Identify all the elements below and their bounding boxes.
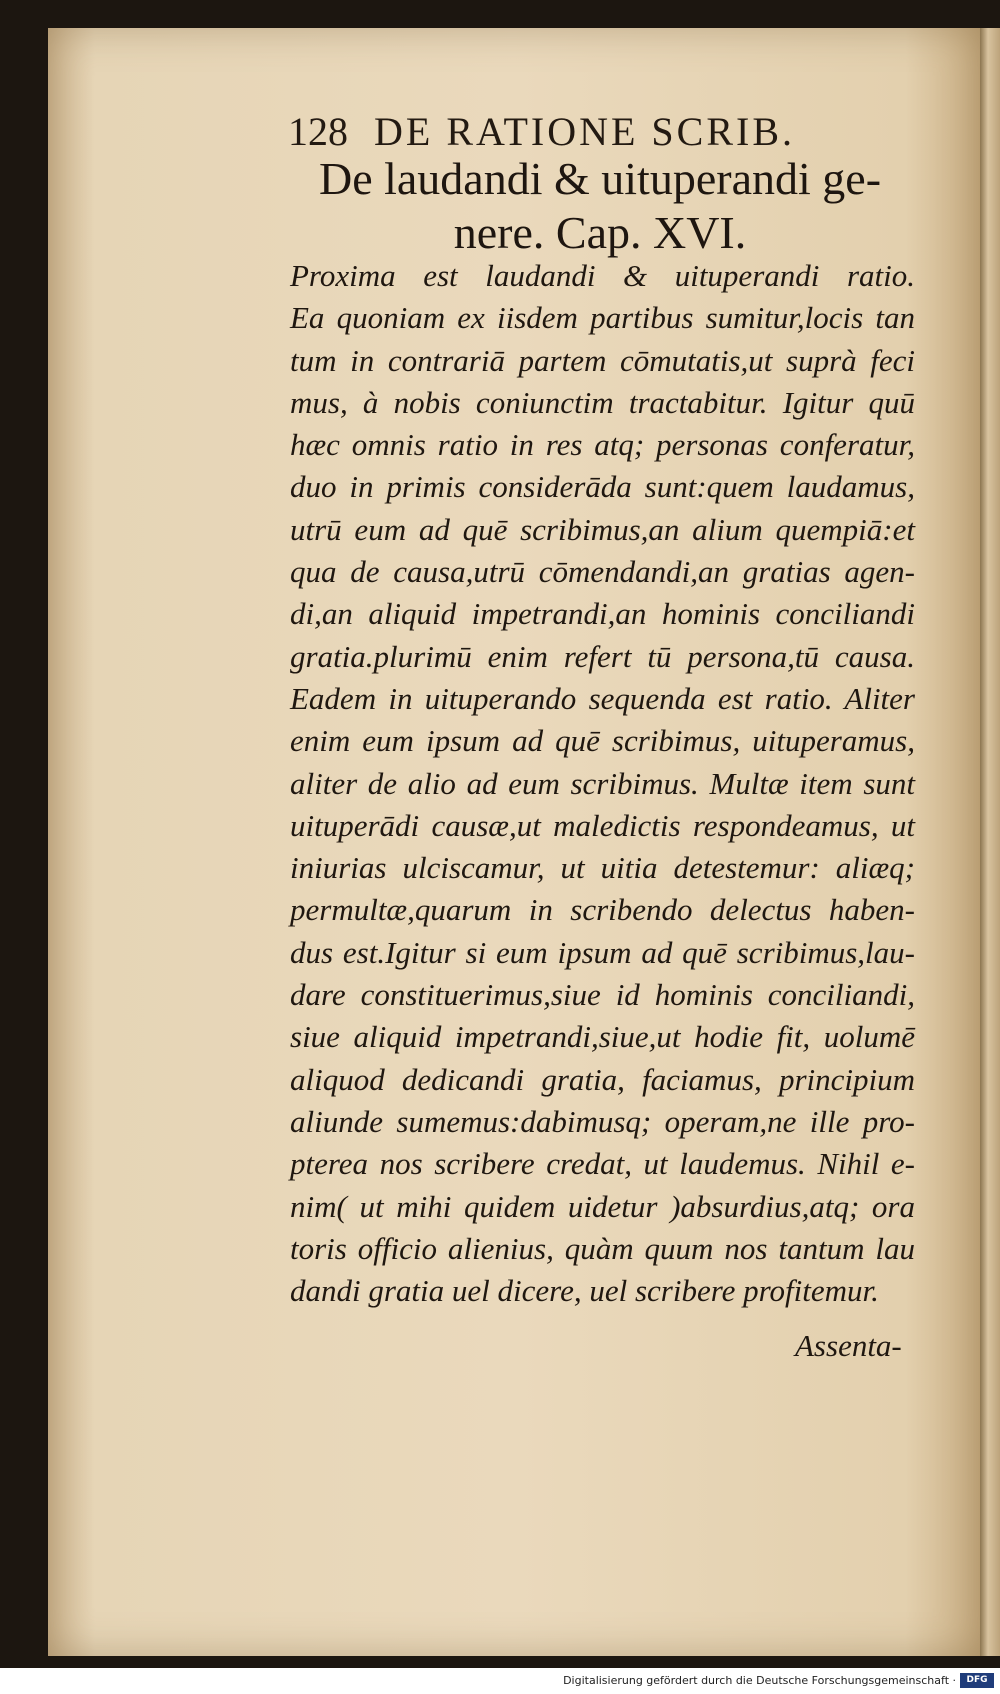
text-line: aliquod dedicandi gratia, faciamus, principium: [290, 1061, 915, 1097]
text-line: enim eum ipsum ad quē scribimus, uituperamus,: [290, 723, 915, 759]
text-line: hæc omnis ratio in res atq; personas conferatur,: [290, 427, 915, 463]
running-head: [288, 108, 848, 155]
text-line: pterea nos scribere credat, ut laudemus. Nihil e-: [290, 1146, 915, 1182]
text-line: mus, à nobis coniunctim tractabitur. Igitur quū: [290, 384, 915, 420]
text-line: di,an aliquid impetrandi,an hominis conciliandi: [290, 596, 915, 632]
text-line: Proxima est laudandi & uituperandi ratio.: [290, 258, 915, 293]
footer-credit: Digitalisierung gefördert durch die Deutsche Forschungsgemeinschaft ·: [563, 1674, 956, 1687]
page-edge: [980, 28, 1000, 1656]
text-line: aliunde sumemus:dabimusq; operam,ne ille pro-: [290, 1103, 915, 1139]
text-line: Ea quoniam ex iisdem partibus sumitur,locis tan: [290, 300, 915, 336]
text-line: toris officio alienius, quàm quum nos tantum lau: [290, 1230, 915, 1266]
text-line: siue aliquid impetrandi,siue,ut hodie fit, uolumē: [290, 1019, 915, 1055]
text-line: qua de causa,utrū cōmendandi,an gratias agen-: [290, 554, 915, 590]
text-line: duo in primis considerāda sunt:quem laudamus,: [290, 469, 915, 505]
body-text: [290, 255, 915, 1312]
page-number: 128: [288, 109, 348, 154]
catchword: Assenta-: [795, 1328, 902, 1363]
text-line: uituperādi causæ,ut maledictis respondeamus, ut: [290, 807, 915, 843]
chapter-title: [290, 152, 910, 260]
text-line: utrū eum ad quē scribimus,an alium quempiā:et: [290, 511, 915, 547]
text-line: gratia.plurimū enim refert tū persona,tū causa.: [290, 638, 915, 674]
text-line: Eadem in uituperando sequenda est ratio. Aliter: [290, 680, 915, 716]
text-line: iniurias ulciscamur, ut uitia detestemur: aliæq;: [290, 850, 915, 886]
running-title: DE RATIONE SCRIB.: [374, 109, 796, 154]
text-line: dandi gratia uel dicere, uel scribere profitemur.: [290, 1273, 879, 1309]
text-line: dus est.Igitur si eum ipsum ad quē scribimus,lau-: [290, 934, 915, 970]
footer: [0, 1668, 1000, 1694]
chapter-title-line: De laudandi & uituperandi ge-: [318, 153, 882, 204]
text-line: dare constituerimus,siue id hominis conciliandi,: [290, 977, 915, 1013]
text-line: tum in contrariā partem cōmutatis,ut suprà feci: [290, 342, 915, 378]
text-line: aliter de alio ad eum scribimus. Multæ item sunt: [290, 765, 915, 801]
text-line: nim( ut mihi quidem uidetur )absurdius,atq; ora: [290, 1188, 915, 1224]
dfg-logo: DFG: [960, 1673, 994, 1688]
chapter-title-line: nere. Cap. XVI.: [453, 207, 747, 258]
text-line: permultæ,quarum in scribendo delectus haben-: [290, 892, 915, 928]
